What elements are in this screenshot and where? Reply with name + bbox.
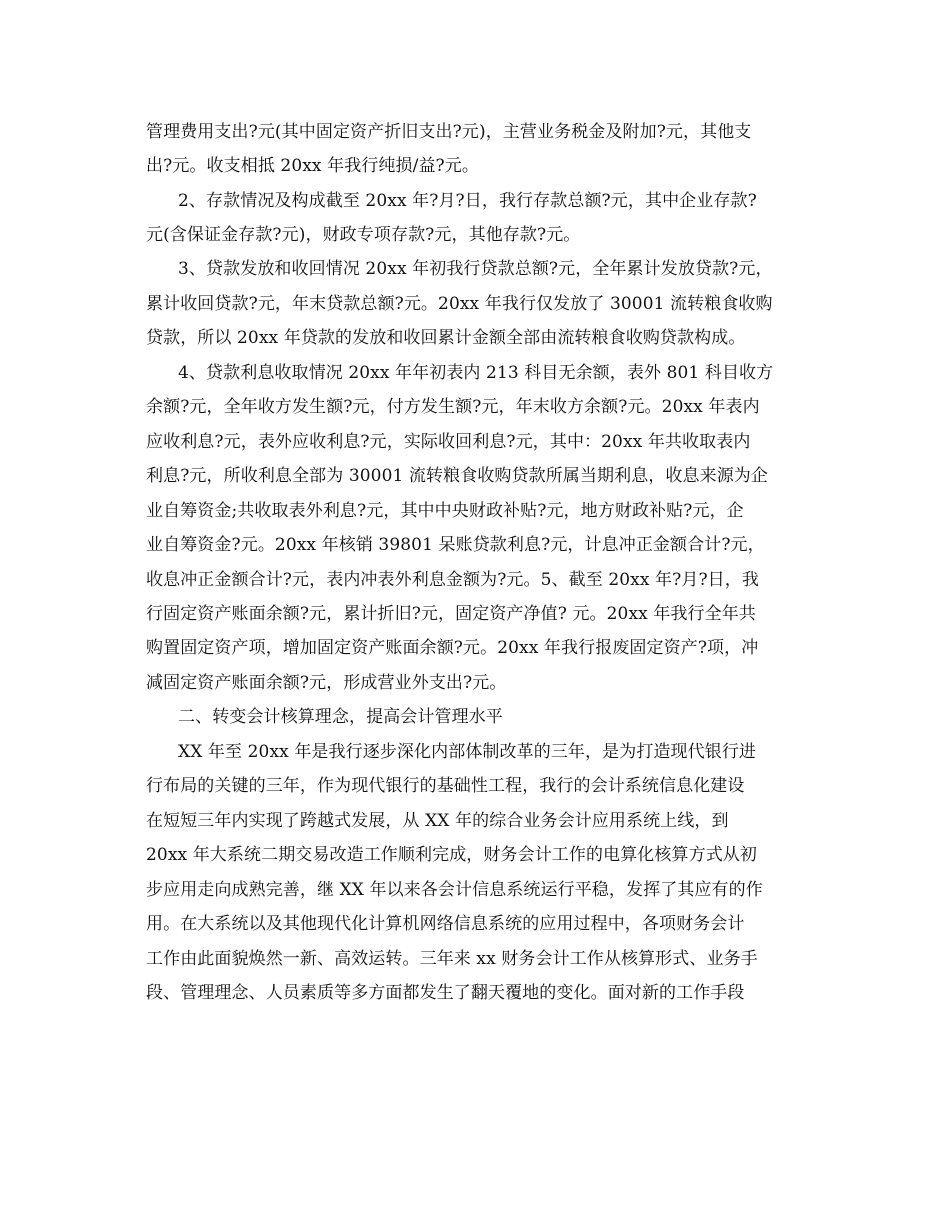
text-line: 业自筹资金?元。20xx 年核销 39801 呆账贷款利息?元，计息冲正金额合计?元， — [146, 535, 765, 555]
text-line: 减固定资产账面余额?元，形成营业外支出?元。 — [146, 673, 507, 693]
text-line: 4、贷款利息收取情况 20xx 年年初表内 213 科目无余额，表外 801 科目收方 — [178, 363, 774, 383]
text-line: 贷款，所以 20xx 年贷款的发放和收回累计金额全部由流转粮食收购贷款构成。 — [146, 328, 746, 348]
text-line: 行布局的关键的三年，作为现代银行的基础性工程，我行的会计系统信息化建设 — [146, 776, 745, 796]
text-line: 购置固定资产项，增加固定资产账面余额?元。20xx 年我行报废固定资产?项，冲 — [146, 638, 759, 658]
text-line: 利息?元，所收利息全部为 30001 流转粮食收购贷款所属当期利息，收息来源为企 — [146, 466, 768, 486]
text-line: 元(含保证金存款?元)，财政专项存款?元，其他存款?元。 — [146, 225, 581, 245]
text-line: 出?元。收支相抵 20xx 年我行纯损/益?元。 — [146, 156, 479, 176]
text-line: 累计收回贷款?元，年末贷款总额?元。20xx 年我行仅发放了 30001 流转粮食收购 — [146, 294, 773, 314]
text-line: 管理费用支出?元(其中固定资产折旧支出?元)，主营业务税金及附加?元，其他支 — [146, 122, 752, 142]
text-line: 行固定资产账面余额?元，累计折旧?元，固定资产净值? 元。20xx 年我行全年共 — [146, 604, 756, 624]
text-line: 收息冲正金额合计?元，表内冲表外利息金额为?元。5、截至 20xx 年?月?日，我 — [146, 570, 759, 590]
text-line: 工作由此面貌焕然一新、高效运转。三年来 xx 财务会计工作从核算形式、业务手 — [146, 949, 758, 969]
text-line: 步应用走向成熟完善，继 XX 年以来各会计信息系统运行平稳，发挥了其应有的作 — [146, 880, 763, 900]
text-line: 在短短三年内实现了跨越式发展，从 XX 年的综合业务会计应用系统上线，到 — [146, 811, 729, 831]
text-line: 段、管理理念、人员素质等多方面都发生了翻天覆地的变化。面对新的工作手段 — [146, 983, 745, 1003]
text-line: 2、存款情况及构成截至 20xx 年?月?日，我行存款总额?元，其中企业存款? — [178, 191, 757, 211]
text-line: 3、贷款发放和收回情况 20xx 年初我行贷款总额?元，全年累计发放贷款?元， — [178, 259, 773, 279]
section-heading: 二、转变会计核算理念，提高会计管理水平 — [178, 707, 503, 727]
text-line: 应收利息?元，表外应收利息?元，实际收回利息?元，其中：20xx 年共收取表内 — [146, 432, 751, 452]
text-line: 20xx 年大系统二期交易改造工作顺利完成，财务会计工作的电算化核算方式从初 — [146, 845, 758, 865]
text-line: 业自筹资金;共收取表外利息?元，其中中央财政补贴?元，地方财政补贴?元，企 — [146, 501, 744, 521]
text-line: XX 年至 20xx 年是我行逐步深化内部体制改革的三年，是为打造现代银行进 — [178, 742, 757, 762]
text-line: 余额?元，全年收方发生额?元，付方发生额?元，年末收方余额?元。20xx 年表内 — [146, 397, 760, 417]
text-line: 用。在大系统以及其他现代化计算机网络信息系统的应用过程中，各项财务会计 — [146, 914, 745, 934]
